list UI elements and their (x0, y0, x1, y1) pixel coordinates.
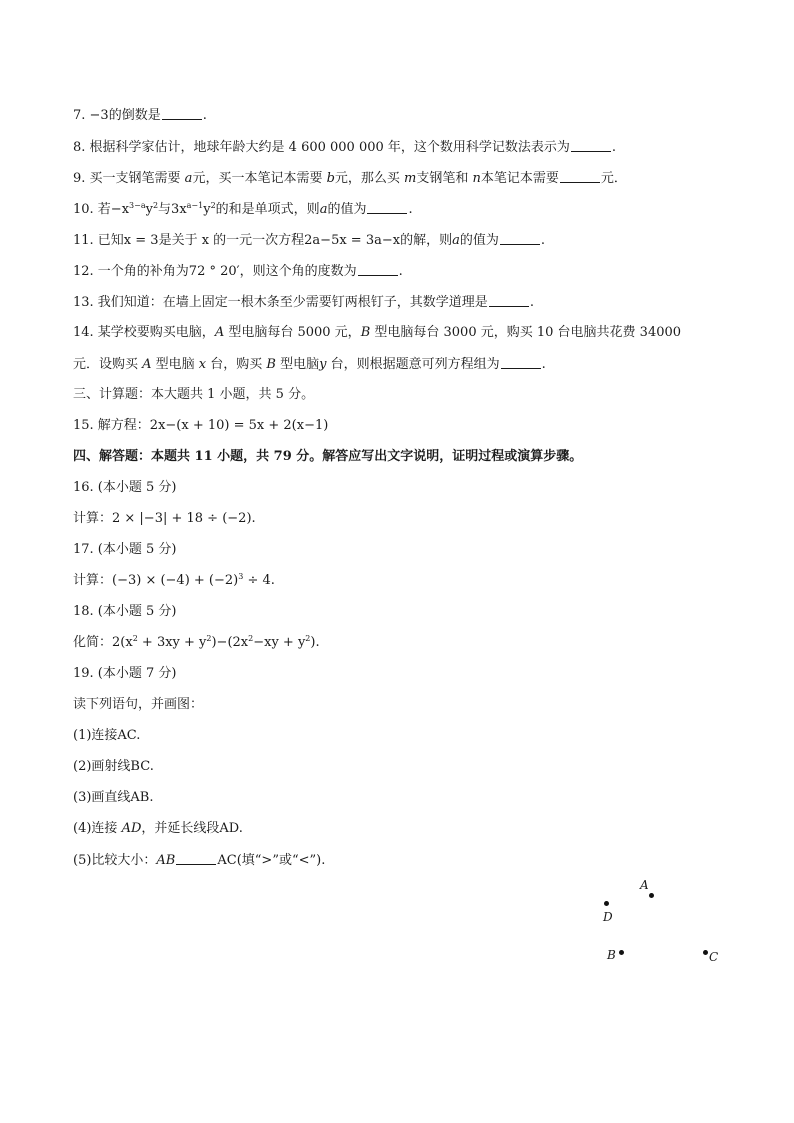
q14-text-6: 台，购买 (206, 357, 267, 372)
label-B: B (607, 948, 616, 962)
q12-text: 12. 一个角的补角为72 ° 20′，则这个角的度数为 (73, 264, 357, 279)
q14-text-4: 元．设购买 (73, 357, 143, 372)
q10-exp-1: 3−a (129, 201, 146, 210)
q11-end: . (540, 233, 546, 248)
q10-var-a: a (319, 202, 328, 217)
q14-text-5: 型电脑 (151, 357, 199, 372)
question-8 (73, 139, 616, 156)
q19-item-5-text-1: (5)比较大小： (73, 853, 157, 868)
q19-intro-text: 读下列语句，并画图： (73, 697, 204, 712)
section-3-heading (73, 387, 314, 403)
q10-exp-3: a−1 (186, 201, 204, 210)
q14-text-1: 14. 某学校要购买电脑， (73, 325, 215, 340)
q10-text-3: 与3x (158, 202, 187, 217)
q18-text-3: )−(2x (211, 635, 249, 650)
question-14-line-2 (73, 356, 546, 373)
q10-text-5: 的和是单项式，则 (215, 202, 320, 217)
q18-exp-2: 2 (206, 634, 212, 643)
question-7 (73, 107, 207, 124)
q13-end: . (529, 295, 534, 310)
q9-var-a: a (184, 171, 193, 186)
q10-answer-blank[interactable] (367, 201, 407, 214)
question-12 (73, 263, 403, 280)
q9-text-2: 元，买一本笔记本需要 (192, 171, 327, 186)
q8-answer-blank[interactable] (571, 139, 611, 152)
question-19-item-1 (73, 728, 140, 744)
q16-body-text: 计算：2 × |−3| + 18 ÷ (−2). (73, 511, 256, 526)
question-18-body (73, 635, 320, 651)
point-B (619, 950, 624, 955)
question-13 (73, 294, 534, 311)
q7-answer-blank[interactable] (162, 107, 202, 120)
q18-text-2: + 3xy + y (137, 635, 207, 650)
label-C: C (709, 950, 719, 964)
question-16-body (73, 511, 256, 527)
question-16-title (73, 480, 177, 496)
section-4-heading-text: 四、解答题：本题共 11 小题，共 79 分。解答应写出文字说明，证明过程或演算步骤。 (73, 449, 583, 464)
q10-end: . (408, 202, 413, 217)
question-10 (73, 201, 413, 218)
q18-text-5: ). (310, 635, 320, 650)
q10-exp-4: 2 (210, 201, 216, 210)
q12-end: . (398, 264, 403, 279)
q15-text: 15. 解方程：2x−(x + 10) = 5x + 2(x−1) (73, 418, 329, 433)
q18-text-1: 化简：2(x (73, 635, 133, 650)
question-15 (73, 418, 328, 434)
q9-text-3: 元，那么买 (334, 171, 405, 186)
question-19-title (73, 666, 177, 682)
question-19-item-5 (73, 852, 325, 869)
q19-title-text: 19. (本小题 7 分) (73, 666, 177, 681)
q11-answer-blank[interactable] (500, 232, 540, 245)
question-19-item-4 (73, 821, 243, 837)
point-D (604, 901, 609, 906)
q19-item-4-var: AD (121, 821, 142, 836)
q10-text-2: y (145, 202, 153, 217)
q14-text-3: 型电脑每台 3000 元，购买 10 台电脑共花费 34000 (370, 325, 682, 340)
section-4-heading (73, 449, 582, 465)
q14-text-2: 型电脑每台 5000 元， (224, 325, 361, 340)
question-19-item-3 (73, 790, 154, 806)
q19-item-5-var: AB (156, 853, 176, 868)
q17-text-2: ÷ 4. (243, 573, 275, 588)
point-C (703, 950, 708, 955)
q19-answer-blank[interactable] (176, 852, 216, 865)
label-A: A (640, 878, 649, 892)
question-18-title (73, 604, 177, 620)
q14-var-A: A (214, 325, 225, 340)
q14-var-x: x (198, 357, 207, 372)
section-3-heading-text: 三、计算题：本大题共 1 小题，共 5 分。 (73, 387, 315, 402)
q10-text-1: 10. 若−x (73, 202, 130, 217)
question-17-title (73, 542, 177, 558)
q19-item-3-text: (3)画直线AB. (73, 790, 154, 805)
q7-end: . (202, 108, 207, 123)
q11-text-1: 11. 已知x = 3是关于 x 的一元一次方程2a−5x = 3a−x的解，则 (73, 233, 453, 248)
q14-var-B2: B (266, 357, 276, 372)
q14-text-7: 型电脑 (275, 357, 320, 372)
q19-item-2-text: (2)画射线BC. (73, 759, 154, 774)
q9-answer-blank[interactable] (560, 170, 600, 183)
q18-exp-3: 2 (248, 634, 254, 643)
q10-exp-2: 2 (152, 201, 159, 210)
q14-text-8: 台，则根据题意可列方程组为 (326, 357, 500, 372)
q17-exp: 3 (238, 572, 244, 581)
q17-title-text: 17. (本小题 5 分) (73, 542, 177, 557)
q14-var-A2: A (142, 357, 152, 372)
q9-text-1: 9. 买一支钢笔需要 (73, 171, 185, 186)
question-19-intro (73, 697, 203, 713)
q18-exp-4: 2 (305, 634, 311, 643)
question-19-item-2 (73, 759, 154, 775)
q11-var-a: a (452, 233, 460, 248)
q12-answer-blank[interactable] (358, 263, 398, 276)
q9-end: 元． (600, 171, 627, 186)
q9-text-4: 支钢笔和 (416, 171, 473, 186)
q14-var-B: B (360, 325, 371, 340)
q10-text-6: 的值为 (327, 202, 367, 217)
q9-text-5: 本笔记本需要 (480, 171, 559, 186)
q19-item-4-text-1: (4)连接 (73, 821, 122, 836)
question-14-line-1 (73, 325, 681, 341)
question-9 (73, 170, 627, 187)
q18-exp-1: 2 (132, 634, 138, 643)
q7-text: 7. −3的倒数是 (73, 108, 161, 123)
q14-end: . (541, 357, 546, 372)
label-D: D (603, 910, 613, 924)
q9-var-n: n (472, 171, 481, 186)
question-11 (73, 232, 545, 249)
q9-var-b: b (326, 171, 335, 186)
point-A (649, 893, 654, 898)
q17-text-1: 计算：(−3) × (−4) + (−2) (73, 573, 239, 588)
question-17-body (73, 573, 275, 589)
q19-item-1-text: (1)连接AC. (73, 728, 141, 743)
q18-title-text: 18. (本小题 5 分) (73, 604, 177, 619)
q9-var-m: m (404, 171, 417, 186)
q14-var-y: y (319, 357, 327, 372)
q11-text-2: 的值为 (459, 233, 499, 248)
q18-text-4: −xy + y (253, 635, 306, 650)
q8-text: 8. 根据科学家估计，地球年龄大约是 4 600 000 000 年，这个数用科学记数法表示为 (73, 140, 570, 155)
q13-answer-blank[interactable] (489, 294, 529, 307)
q8-end: . (611, 140, 617, 155)
q16-title-text: 16. (本小题 5 分) (73, 480, 177, 495)
q13-text: 13. 我们知道：在墙上固定一根木条至少需要钉两根钉子，其数学道理是 (73, 295, 488, 310)
q14-answer-blank[interactable] (501, 356, 541, 369)
q19-item-4-text-2: ，并延长线段AD. (141, 821, 243, 836)
q19-item-5-text-2: AC(填“>”或“<”). (217, 853, 326, 868)
q10-text-4: y (203, 202, 211, 217)
